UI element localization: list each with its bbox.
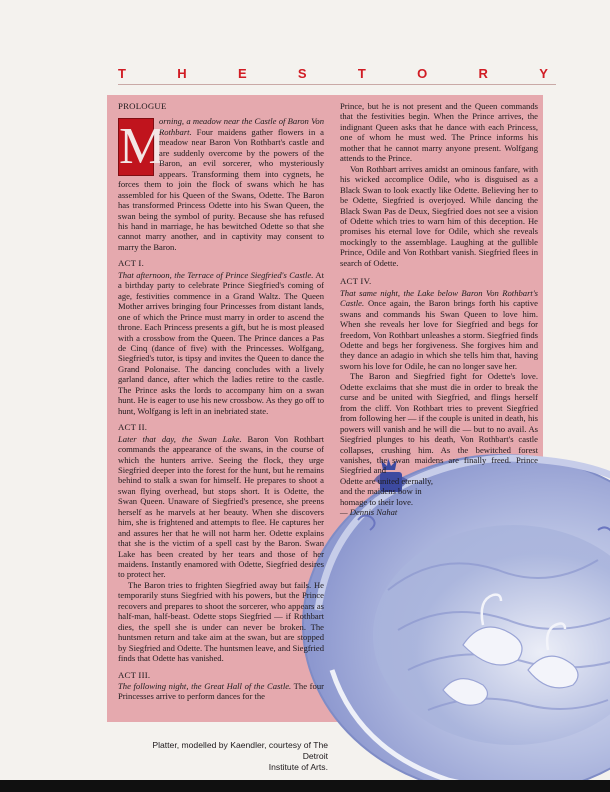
title-letter: E [237, 65, 247, 81]
act3-paragraph [118, 681, 324, 702]
right-column [340, 101, 538, 518]
act3-continued-paragraph: Von Rothbart arrives amidst an ominous fanfare, with his wicked accomplice Odile, who is disguised as a Black Swan to look exactly like Odette. Believing her to be Odette, Siegfried is overjoyed. While dancing the Black Swan Pas de Deux, Siegfried does not see a vision of Odette which tries to warn him of this deception. He promises his eternal love for Odile, which she reveals mockingly to the assemblage. Laughing at the gullible Prince, Odile and Von Rothbart vanish. Siegfried flees in search of Odette. [340, 163, 538, 268]
title-letter: H [177, 65, 187, 81]
act2-lead: Later that day, the Swan Lake. [118, 433, 242, 444]
act2-text: Baron Von Rothbart commands the appearance of the swans, in the course of which the hunters arrive. Seeing the flock, they urge Siegfried deeper into the forest for the hunt, but he remains behind to stalk a swan for himself. He prepares to shoot a swan flying overhead, but stops short. It is Odette, the Swan Queen. Unaware of Siegfried's presence, she preens herself as he marvels at her beauty. When she discovers him, she is frightened and attempts to flee. He captures her and assures her that he will not harm her. Odette explains that she is the victim of a spell cast by the Baron. Swan Lake has been created by her tears and those of her maidens. Instantly enamored with Odette, Siegfried desires to protect her. [118, 433, 324, 580]
act4-text: Once again, the Baron brings forth his captive swans and commands his Swan Queen to love him. When she reveals her love for Siegfried and begs for freedom, Von Rothbart unleashes a storm. Siegfried finds Odette and begs her forgiveness. She forgives him and they dance an adagio in which she tells him that, having sworn his love for Odile, he can no longer save her. [340, 298, 538, 371]
author-signature: — Dennis Nahat [340, 507, 398, 518]
act3-continued-paragraph: Prince, but he is not present and the Queen commands that the festivities begin. When the Prince arrives, the indignant Queen asks that he dance with each Princess, one of whom he must wed. The Prince informs his mother that he cannot marry anyone present. Wolfgang attends to the Prince. [340, 101, 538, 164]
left-column [118, 101, 324, 702]
act4-line: Odette are united eternally, [340, 475, 433, 486]
page-bottom-edge [0, 780, 610, 792]
prologue-heading: PROLOGUE [118, 101, 167, 111]
story-title [118, 62, 548, 84]
act1-heading: ACT I. [118, 258, 144, 269]
act2-paragraph [118, 434, 324, 580]
title-letter: S [297, 65, 307, 81]
act4-lead: That same night, the Lake below Baron Von Rothbart's Castle. [340, 287, 538, 309]
prologue-paragraph [118, 116, 324, 252]
drop-cap: M [119, 118, 166, 176]
caption-line: Institute of Arts. [268, 762, 328, 772]
act4-heading: ACT IV. [340, 276, 372, 287]
act4-line: and the maidens bow in [340, 486, 422, 497]
act4-paragraph [340, 288, 538, 372]
act1-paragraph [118, 270, 324, 416]
title-rule [118, 84, 556, 85]
caption-line: Platter, modelled by Kaendler, courtesy of The Detroit [152, 740, 328, 761]
act3-text: The four Princesses arrive to perform dances for the [118, 681, 324, 702]
platter-caption [132, 740, 328, 773]
title-letter: T [357, 65, 366, 81]
title-letter: T [118, 65, 126, 81]
prologue-text: Four maidens gather flowers in a meadow near Baron Von Rothbart's castle and are suddenly overcome by the powers of the Baron, an evil sorcerer, who mysteriously appears. Transforming them into cygnets, he forces them to join the flock of swans which he has assembled for his Queen of the Swans, Odette. The Baron has transformed Princess Odette into his Swan Queen, the swan being the symbol of purity. Because she has refused his hand in marriage, he has bewitched Odette so that she cannot marry another, and in captivity may consent to marry the Baron. [118, 126, 324, 252]
act2-heading: ACT II. [118, 422, 148, 433]
act3-heading: ACT III. [118, 669, 151, 680]
act3-lead: The following night, the Great Hall of the Castle. [118, 681, 292, 692]
act2-paragraph: The Baron tries to frighten Siegfried away but fails. He temporarily stuns Siegfried with his powers, but the Prince recovers and prepares to shoot the sorcerer, who appears as half-man, half-beast. Odette stops Siegfried — if Rothbart dies, the spell she is under can never be broken. The huntsmen return and take aim at the swan, but are stopped by Siegfried and Odette. The huntsmen leave, and Siegfried finds that Odette has vanished. [118, 579, 324, 664]
title-letter: R [478, 65, 488, 81]
act1-lead: That afternoon, the Terrace of Prince Siegfried's Castle. [118, 269, 314, 280]
act1-text: At a birthday party to celebrate Prince Siegfried's coming of age, festivities commence in a Grand Waltz. The Queen Mother arrives bringing four Princesses from distant lands, one of which the Prince must marry in order to ascend the throne. Each Princess presents a gift, but he is most pleased with a crossbow from the Queen. The Prince dances a Pas de Cinq (dance of five) with the Princesses. Wolfgang, Siegfried's tutor, is tipsy and invites the Queen to dance the Grand Polonaise. The dancing concludes with a lively garland dance, after which the ladies retire to the castle. The Prince asks the lords to accompany him on a swan hunt. He is eager to use his new crossbow. As they go off to hunt, Wolfgang is left in an inebriated state. [118, 269, 324, 416]
prologue-lead: orning, a meadow near the Castle of Baron Von Rothbart. [159, 116, 324, 137]
act4-paragraph: The Baron and Siegfried fight for Odette's love. Odette exclaims that she must die in order to break the curse and be united with Siegfried, and flings herself from the cliff. Von Rothbart tries to prevent Siegfried from following her — if the couple is united in death, his powers will vanish and he will die — but to no avail. As Siegfried plunges to his death, Von Rothbart's castle collapses, crushing him. As the bewitched forest vanishes, the swan maidens are finally freed. Prince Siegfried and [340, 371, 538, 476]
title-letter: O [417, 65, 428, 81]
act4-line: homage to their love. [340, 496, 414, 507]
title-letter: Y [539, 65, 548, 81]
